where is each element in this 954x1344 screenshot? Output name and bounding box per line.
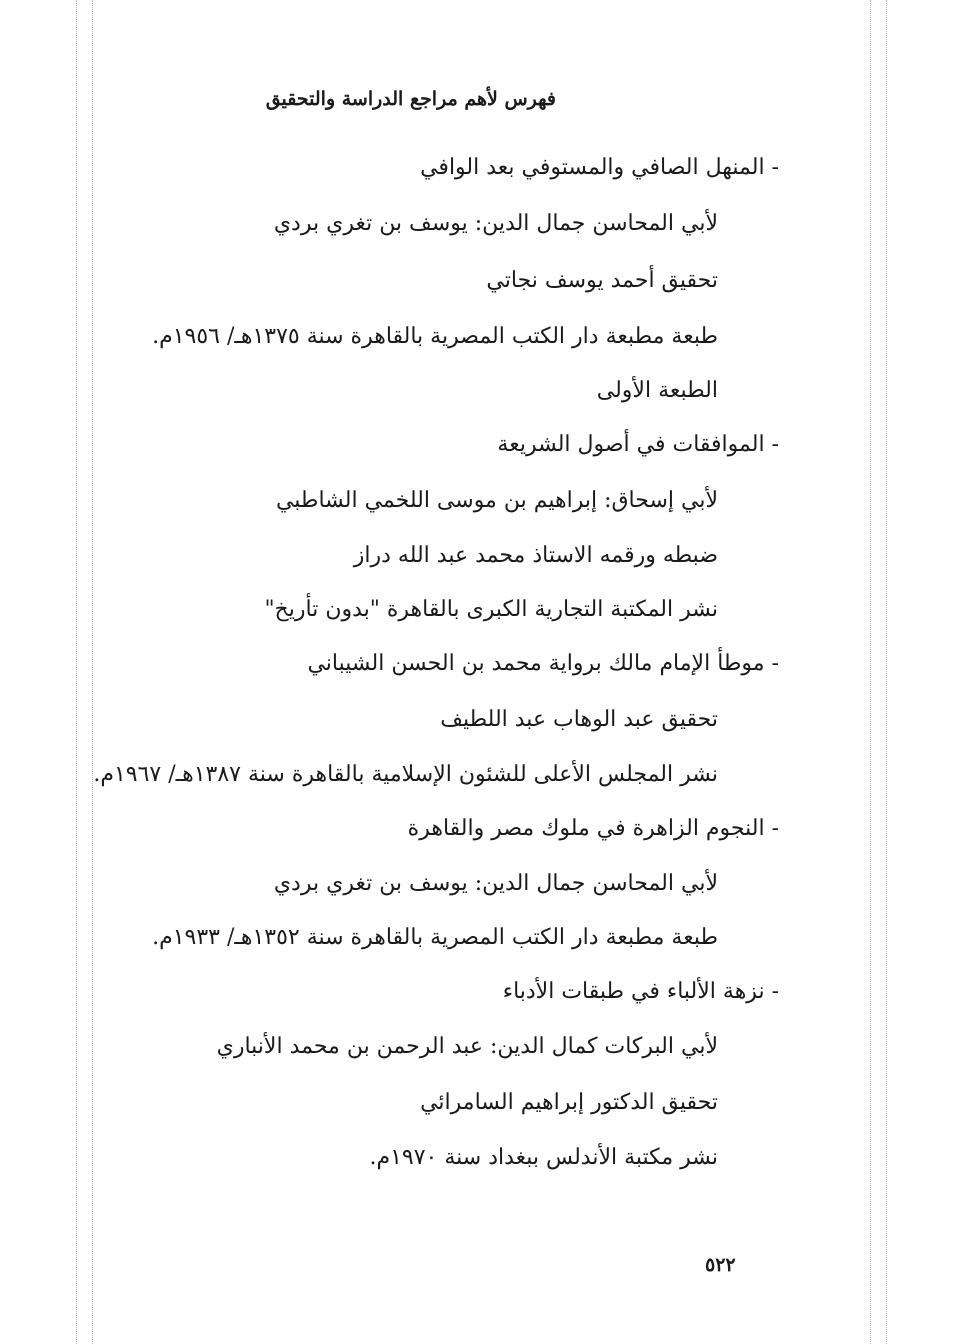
page-title: فهرس لأهم مراجع الدراسة والتحقيق: [265, 88, 556, 110]
entry-author: لأبي المحاسن جمال الدين: يوسف بن تغري بردي: [273, 211, 718, 236]
entry-publication: نشر مكتبة الأندلس ببغداد سنة ١٩٧٠م.: [369, 1145, 718, 1170]
entry-author: لأبي إسحاق: إبراهيم بن موسى اللخمي الشاطبي: [275, 488, 718, 513]
entry-title: - النجوم الزاهرة في ملوك مصر والقاهرة: [407, 816, 779, 841]
entry-publication: طبعة مطبعة دار الكتب المصرية بالقاهرة سنة ١٣٥٢هـ/ ١٩٣٣م.: [152, 925, 718, 950]
entry-title: - نزهة الألباء في طبقات الأدباء: [502, 979, 779, 1004]
entry-author: لأبي البركات كمال الدين: عبد الرحمن بن محمد الأنباري: [216, 1034, 718, 1059]
page-number: ٥٢٢: [705, 1254, 736, 1276]
entry-editor: ضبطه ورقمه الاستاذ محمد عبد الله دراز: [353, 543, 718, 568]
entry-publication: نشر المكتبة التجارية الكبرى بالقاهرة "بدون تأريخ": [264, 597, 718, 622]
entry-author: لأبي المحاسن جمال الدين: يوسف بن تغري بردي: [273, 871, 718, 896]
entry-publication: طبعة مطبعة دار الكتب المصرية بالقاهرة سنة ١٣٧٥هـ/ ١٩٥٦م.: [152, 324, 718, 349]
scan-guide-line: [886, 0, 887, 1344]
entry-editor: تحقيق أحمد يوسف نجاتي: [486, 268, 718, 293]
entry-title: - المنهل الصافي والمستوفي بعد الوافي: [420, 155, 779, 180]
scan-guide-line: [76, 0, 77, 1344]
entry-editor: تحقيق الدكتور إبراهيم السامرائي: [420, 1090, 718, 1115]
scan-guide-line: [92, 0, 93, 1344]
entry-publication: نشر المجلس الأعلى للشئون الإسلامية بالقاهرة سنة ١٣٨٧هـ/ ١٩٦٧م.: [93, 762, 718, 787]
scan-guide-line: [870, 0, 871, 1344]
entry-title: - موطأ الإمام مالك برواية محمد بن الحسن الشيباني: [307, 651, 779, 676]
entry-editor: تحقيق عبد الوهاب عبد اللطيف: [440, 707, 718, 732]
entry-edition: الطبعة الأولى: [596, 378, 718, 403]
entry-title: - الموافقات في أصول الشريعة: [497, 432, 779, 457]
